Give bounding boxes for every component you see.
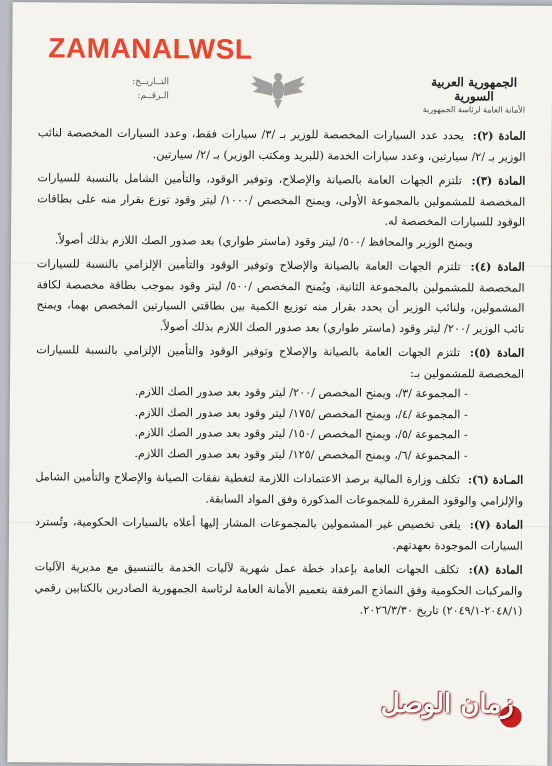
article-text: يلغى تخصيص غير المشمولين بالمجموعات المشار إليها أعلاه بالسيارات الحكومية، وتُسترد السيارات الموجودة بعهدتهم. bbox=[34, 515, 523, 553]
article-text: تكلف وزارة المالية برصد الاعتمادات اللازمة لتغطية نفقات الصيانة والإصلاح والتأمين الشامل والإلزامي والوقود المقررة للمجموعات المذكورة وفق المواد السابقة. bbox=[35, 470, 524, 508]
article-label: المادة (٥): bbox=[469, 345, 525, 360]
article-3 bbox=[37, 167, 526, 253]
zamanalwsl-logo bbox=[379, 683, 531, 746]
article-label: المـادة (٦): bbox=[467, 472, 524, 487]
list-item: - المجموعة /٣/، ويمنح المخصص /٢٠٠/ ليتر وقود بعد صدور الصك اللازم. bbox=[134, 384, 468, 401]
letterhead-line-1: الجمهورية العربية السورية bbox=[431, 75, 518, 104]
article-label: المادة (٨): bbox=[468, 562, 523, 577]
article-7 bbox=[35, 511, 523, 556]
article-label: المادة (٣): bbox=[471, 173, 526, 188]
article-text: يحدد عدد السيارات المخصصة للوزير بـ /٣/ سيارات فقط، وعدد السيارات المخصصة لنائب الوزير بـ /٢/ سيارتين، وعدد سيارات الخدمة (للبريد ومكتب الوزير) بـ /٢/ سيارتين. bbox=[37, 126, 526, 164]
list-item: - المجموعة /٥/، ويمنح المخصص /١٥٠/ ليتر وقود بعد صدور الصك اللازم. bbox=[134, 425, 468, 442]
document-page bbox=[7, 2, 552, 766]
logo-text: زمان الوصل bbox=[380, 688, 514, 720]
article-label: المادة (٢): bbox=[472, 128, 526, 143]
eagle-emblem-icon bbox=[250, 68, 306, 110]
group-list bbox=[35, 381, 524, 466]
article-8 bbox=[34, 556, 522, 622]
date-label: التــاريــخ: bbox=[132, 76, 170, 88]
article-2 bbox=[38, 122, 526, 167]
article-text: تلتزم الجهات العامة بالصيانة والإصلاح وتوفير الوقود والتأمين الإلزامي بالنسبة للسيارات المخصصة للمشمولين بالمجموعة الثانية، ويُمنح المخصص /٥٠٠/ ليتر وقود بموجب بطاقة مخصصة لكافة المشمولين، ولنائب الوزير أن يحدد بقرار منه توزيع الكمية بين بطاقتي السيارتين المخصص بهما، ويمنح نائب الوزير /٢٠٠/ ليتر وقود (ماستر طواري) بعد صدور الصك اللازم بذلك أصولاً. bbox=[36, 257, 525, 336]
watermark-text: ZAMANALWSL bbox=[48, 32, 253, 65]
article-4 bbox=[36, 253, 525, 339]
letterhead-line-2: الأمانة العامة لرئاسة الجمهورية bbox=[422, 104, 526, 115]
date-number-block bbox=[132, 75, 169, 103]
list-item: - المجموعة /٦/، ويمنح المخصص /١٢٥/ ليتر وقود بعد صدور الصك اللازم. bbox=[134, 446, 468, 462]
article-text: تلتزم الجهات العامة بالصيانة والإصلاح، وتوفير الوقود، والتأمين الشامل بالنسبة للسيارات المخصصة للمشمولين بالمجموعة الأولى، ويمنح المخصص /١٠٠٠/ ليتر وقود توزع بقرار منه على بطاقات الوقود للسيارات المخصصة له. bbox=[37, 171, 526, 229]
letterhead-title bbox=[414, 75, 534, 115]
article-text: تكلف الجهات العامة بإعداد خطة عمل شهرية لآليات الخدمة بالتنسيق مع مديرية الآليات والمركبات الحكومية وفق النماذج المرفقة بتعميم الأمانة العامة لرئاسة الجمهورية الصادرين بالكتابين رقمي (٢٠٤٨/١-٢٠٤٩/١) تاريخ ٢٠٢٦/٣/٣٠. bbox=[34, 560, 523, 618]
article-label: المادة (٧): bbox=[469, 517, 524, 532]
article-label: المادة (٤): bbox=[470, 259, 525, 274]
number-label: الـرقــم: bbox=[137, 90, 169, 102]
article-5 bbox=[35, 339, 524, 466]
article-6 bbox=[35, 466, 523, 511]
list-item: - المجموعة /٤/، ويمنح المخصص /١٧٥/ ليتر وقود بعد صدور الصك اللازم. bbox=[134, 405, 468, 421]
article-text: تلتزم الجهات العامة بالصيانة والإصلاح وتوفير الوقود والتأمين الإلزامي بالنسبة للسيارات المخصصة للمشمولين بـ: bbox=[36, 343, 525, 381]
article-text: ويمنح الوزير والمحافظ /٥٠٠/ ليتر وقود (ماستر طواري) بعد صدور الصك اللازم بذلك أصولاً. bbox=[54, 232, 474, 249]
decree-body bbox=[34, 122, 525, 625]
